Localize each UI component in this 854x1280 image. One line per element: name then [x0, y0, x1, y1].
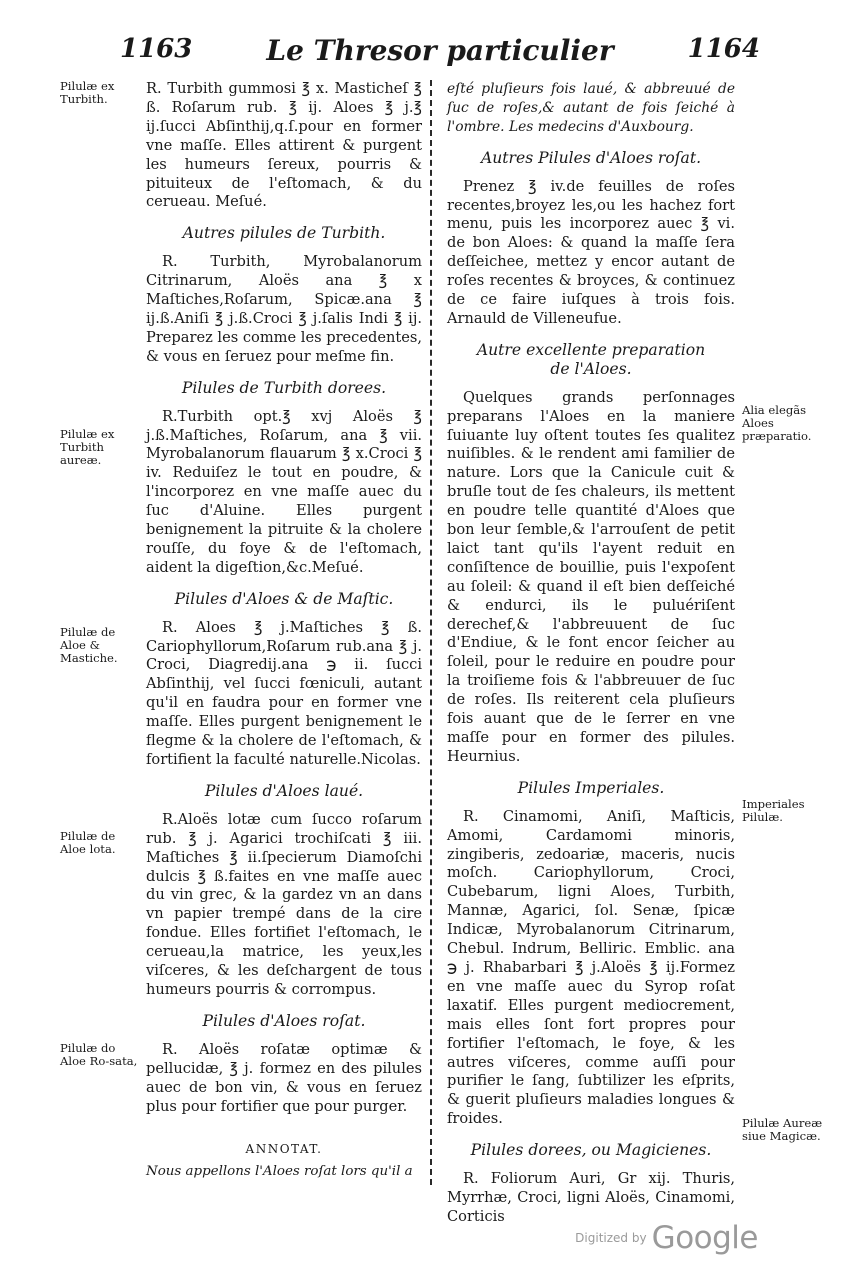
recipe-paragraph: Prenez ℥ iv.de feuilles de roſes recentes,broyez les,ou les hachez fort menu, puis les incorporez auec ℥ vi. de bon Aloes: & quand la maſſe ſera deſſeichee, mettez y encor autant de roſes recentes & broyces, & continuez de ce faire iuſques à trois fois. Arnauld de Villeneufue. — [447, 177, 735, 327]
margin-note-left: Pilulæ do Aloe Ro-sata, — [60, 1041, 138, 1068]
digitized-watermark — [575, 1220, 758, 1256]
section-heading: de l'Aloes. — [550, 359, 632, 378]
page-header — [100, 34, 780, 74]
watermark-prefix: Digitized by — [575, 1231, 647, 1245]
recipe-paragraph: R.Turbith opt.℥ xvj Aloës ℥ j.ß.Maſtiches, Roſarum, ana ℥ vii. Myrobalanorum flauarum ℥ x.Croci ℥ iv. Reduiſez le tout en poudre, & l'incorporez en vne maſſe auec du ſuc d'Aluine. Elles purgent benignement la pitruite & la cholere rouſſe, du foye & de l'eſtomach, aident la digeſtion,&c.Meſué. — [146, 407, 422, 576]
recipe-paragraph: R. Turbith, Myrobalanorum Citrinarum, Aloës ana ℥ x Maſtiches,Roſarum, Spicæ.ana ℥ ij.ß.Aniſi ℥ j.ß.Croci ℥ j.ſalis Indi ℥ ij. Preparez les comme les precedentes, & vous en ſeruez pour meſme fin. — [146, 253, 422, 365]
recipe-paragraph: Quelques grands perſonnages preparans l'Aloes en la maniere ſuiuante luy oſtent toutes ſes qualitez nuiſibles. & le rendent ami familier de nature. Lors que la Canicule cuit & bruſle tout de ſes chaleurs, ils mettent en poudre telle quantité d'Aloes que bon leur ſemble,& l'arrouſent de petit laict tant qu'ils l'ayent reduit en conſiſtence de bouillie, puis l'expoſent au ſoleil: & quand il eſt bien deſſeiché & endurci, ils le puluériſent derechef,& l'abbreuuent de ſuc d'Endiue, & le font encor ſeicher au ſoleil, pour le reduire en poudre pour la troiſieme fois & l'abbreuuer de ſuc de roſes. Ils reiterent cela pluſieurs fois auant que de le ſerrer en vne maſſe pour en former des pilules. Heurnius. — [447, 388, 735, 765]
section-heading: Pilules d'Aloes & de Maſtic. — [174, 589, 394, 608]
recipe-paragraph: eſté pluſieurs fois laué, & abbreuué de ſuc de roſes,& autant de fois ſeiché à l'ombre. Les medecins d'Auxbourg. — [447, 81, 735, 135]
margin-note-right: Imperiales Pilulæ. — [742, 797, 805, 824]
section-heading: Pilules de Turbith dorees. — [181, 378, 387, 397]
margin-note-right: Alia elegãs Aloes præparatio. — [742, 403, 812, 443]
recipe-paragraph: R. Aloës roſatæ optimæ & pellucidæ, ℥ j. formez en des pilules auec de bon vin, & vous en ſeruez plus pour fortifier que pour purger. — [146, 1040, 422, 1115]
page-number-right: 1164 — [687, 34, 760, 64]
recipe-paragraph: R.Aloës lotæ cum ſucco roſarum rub. ℥ j. Agarici trochiſcati ℥ iii. Maſtiches ℥ ii.ſpecierum Diamoſchi dulcis ℥ ß.faites en vne maſſe auec du vin grec, & la gardez vn an dans vn papier trempé dans de la cire fondue. Elles fortifiet l'eſtomach, le cerueau,la matrice, les yeux,les viſceres, & les deſchargent de tous humeurs pourris & corrompus. — [146, 810, 422, 998]
annotation-heading: ANNOTAT. — [245, 1142, 323, 1157]
recipe-paragraph: R. Turbith gummosi ℥ x. Masticheſ ℥ ß. Roſarum rub. ℥ ij. Aloes ℥ j.℥ ij.ſucci Abſinthij,q.ſ.pour en former vne maſſe. Elles attirent & purgent les humeurs ſereux, pourris & pituiteux de l'eſtomach, & du cerueau. Meſué. — [146, 80, 422, 211]
column-divider — [430, 80, 432, 1185]
section-heading: Autre excellente preparation — [476, 340, 706, 359]
section-heading: Pilules dorees, ou Magicienes. — [470, 1141, 712, 1160]
recipe-paragraph: R. Foliorum Auri, Gr xij. Thuris, Myrrhæ, Croci, ligni Aloës, Cinamomi, Corticis — [447, 1170, 735, 1225]
section-heading: Pilules d'Aloes laué. — [204, 781, 364, 800]
margin-note-right: Pilulæ Aureæ siue Magicæ. — [742, 1116, 823, 1143]
annotation-text: Nous appellons l'Aloes roſat lors qu'il a — [146, 1164, 413, 1180]
margin-note-left: Pilulæ ex Turbith. — [60, 79, 115, 106]
section-heading: Pilules d'Aloes roſat. — [202, 1011, 366, 1030]
margin-note-left: Pilulæ de Aloe lota. — [60, 829, 116, 856]
running-title: Le Thresor particulier — [266, 34, 614, 67]
section-heading: Autres pilules de Turbith. — [182, 224, 386, 243]
left-column — [146, 80, 422, 1182]
margin-note-left: Pilulæ de Aloe & Mastiche. — [60, 625, 118, 665]
section-heading: Pilules Imperiales. — [517, 778, 665, 797]
google-logo: Google — [651, 1220, 758, 1256]
section-heading: Autres Pilules d'Aloes roſat. — [480, 148, 702, 167]
recipe-paragraph: R. Aloes ℥ j.Maſtiches ℥ ß. Cariophyllorum,Roſarum rub.ana ℥ j. Croci, Diagredij.ana ℈ ii. ſucci Abſinthij, vel ſucci fœniculi, autant qu'il en faudra pour en former vne maſſe. Elles purgent benignement le flegme & la cholere de l'eſtomach, & fortifient la faculté naturelle.Nicolas. — [146, 618, 422, 768]
page-number-left: 1163 — [120, 34, 193, 64]
right-column — [447, 80, 735, 1231]
margin-note-left: Pilulæ ex Turbith aureæ. — [60, 427, 115, 467]
recipe-paragraph: R. Cinamomi, Aniſi, Maſticis, Amomi, Cardamomi minoris, zingiberis, zedoariæ, maceris, nucis moſch. Cariophyllorum, Croci, Cubebarum, ligni Aloes, Turbith, Mannæ, Agarici, ſol. Senæ, ſpicæ Indicæ, Myrobalanorum Citrinarum, Chebul. Indrum, Belliric. Emblic. ana ℈ j. Rhabarbari ℥ j.Aloës ℥ ij.Formez en vne maſſe auec du Syrop roſat laxatif. Elles purgent mediocrement, mais elles ſont fort propres pour fortifier l'eſtomach, le foye, & les autres viſceres, comme auſſi pour purifier le ſang, ſubtilizer les eſprits, & guerit pluſieurs maladies longues & froides. — [447, 807, 735, 1128]
